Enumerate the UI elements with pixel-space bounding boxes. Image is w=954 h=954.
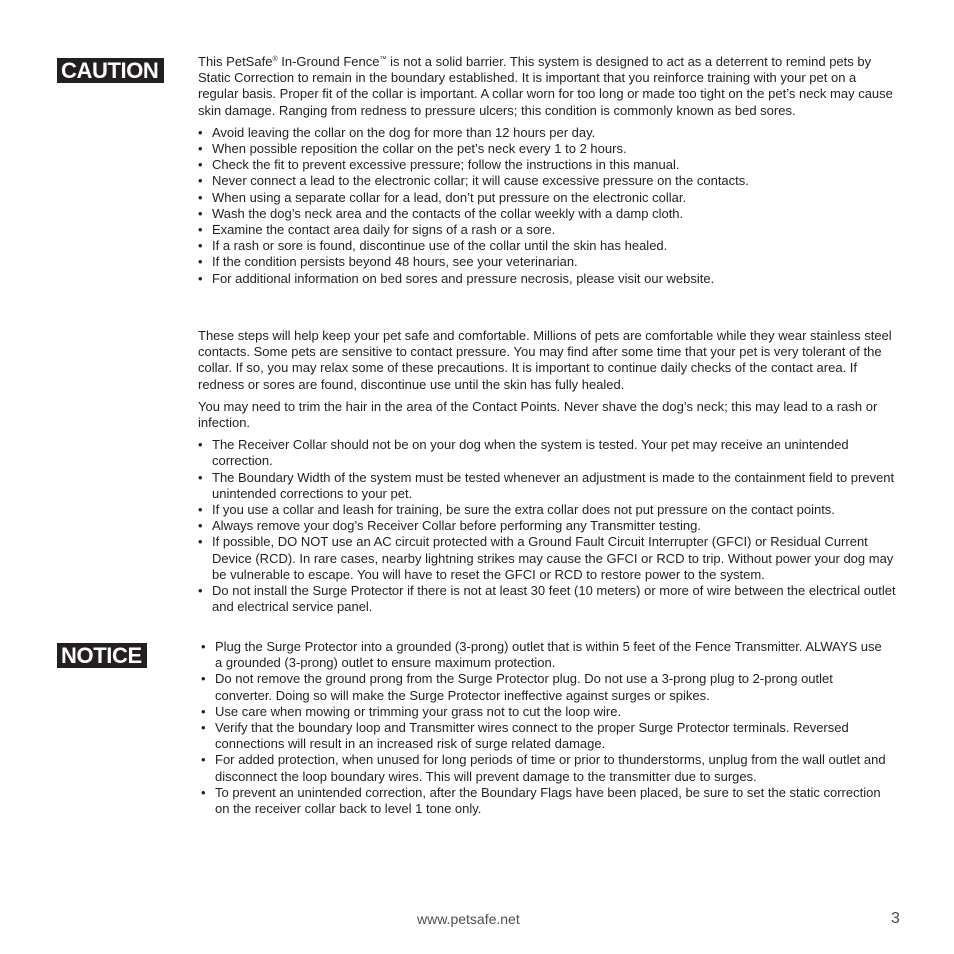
steps-paragraph: These steps will help keep your pet safe and comfortable. Millions of pets are comfortable while they wear stainless steel contacts. Some pets are sensitive to contact pressure. You may find after some time that your pet is very tolerant of the collar. If so, you may relax some of these precautions. It is important to continue daily checks of the contact area. If redness or sores are found, discontinue use until the skin has fully healed. bbox=[198, 328, 892, 392]
caution-label: CAUTION bbox=[57, 58, 164, 83]
list-item: • Use care when mowing or trimming your grass not to cut the loop wire. bbox=[201, 704, 891, 720]
intro-paragraph bbox=[198, 54, 898, 119]
trademark-mark: ™ bbox=[379, 56, 387, 63]
list-item: • The Receiver Collar should not be on your dog when the system is tested. Your pet may receive an unintended correction. bbox=[198, 437, 898, 469]
list-item: • When using a separate collar for a lead, don’t put pressure on the electronic collar. bbox=[198, 190, 898, 206]
trim-paragraph: You may need to trim the hair in the area of the Contact Points. Never shave the dog’s neck; this may lead to a rash or infection. bbox=[198, 398, 878, 431]
safety-section bbox=[198, 328, 898, 615]
list-item: • If you use a collar and leash for training, be sure the extra collar does not put pressure on the contact points. bbox=[198, 502, 898, 518]
notice-label: NOTICE bbox=[57, 643, 147, 668]
notice-bullet-list bbox=[201, 639, 891, 817]
intro-rest: is not a solid barrier. This system is designed to act as a deterrent to remind pets by Static Correction to remain in the boundary established. It is important that you reinforce training with your pet on a regular basis. Proper fit of the collar is important. A collar worn for too long or made too tight on the pet’s neck may cause skin damage. Ranging from redness to pressure ulcers; this condition is commonly known as bed sores. bbox=[198, 54, 893, 118]
list-item: • To prevent an unintended correction, after the Boundary Flags have been placed, be sure to set the static correction on the receiver collar back to level 1 tone only. bbox=[201, 785, 891, 817]
list-item: • Wash the dog’s neck area and the contacts of the collar weekly with a damp cloth. bbox=[198, 206, 898, 222]
intro-lead: This PetSafe bbox=[198, 54, 273, 69]
list-item: • For additional information on bed sores and pressure necrosis, please visit our website. bbox=[198, 271, 898, 287]
caution-section bbox=[198, 54, 898, 287]
list-item: • Plug the Surge Protector into a grounded (3-prong) outlet that is within 5 feet of the Fence Transmitter. ALWAYS use a grounded (3-prong) outlet to ensure maximum protection. bbox=[201, 639, 891, 671]
list-item: • Always remove your dog’s Receiver Collar before performing any Transmitter testing. bbox=[198, 518, 898, 534]
list-item: • Do not install the Surge Protector if there is not at least 30 feet (10 meters) or more of wire between the electrical outlet and electrical service panel. bbox=[198, 583, 898, 615]
list-item: • When possible reposition the collar on the pet’s neck every 1 to 2 hours. bbox=[198, 141, 898, 157]
list-item: • Examine the contact area daily for signs of a rash or a sore. bbox=[198, 222, 898, 238]
footer-website-link[interactable]: www.petsafe.net bbox=[417, 911, 520, 927]
list-item: • The Boundary Width of the system must be tested whenever an adjustment is made to the containment field to prevent unintended corrections to your pet. bbox=[198, 470, 898, 502]
page-number: 3 bbox=[891, 910, 900, 927]
notice-section bbox=[201, 639, 891, 817]
list-item: • Never connect a lead to the electronic collar; it will cause excessive pressure on the contacts. bbox=[198, 173, 898, 189]
list-item: • If a rash or sore is found, discontinue use of the collar until the skin has healed. bbox=[198, 238, 898, 254]
list-item: • Check the fit to prevent excessive pressure; follow the instructions in this manual. bbox=[198, 157, 898, 173]
list-item: • If the condition persists beyond 48 hours, see your veterinarian. bbox=[198, 254, 898, 270]
intro-product: In-Ground Fence bbox=[277, 54, 380, 69]
testing-bullet-list bbox=[198, 437, 898, 615]
caution-bullet-list bbox=[198, 125, 898, 287]
list-item: • Do not remove the ground prong from the Surge Protector plug. Do not use a 3-prong plug to 2-prong outlet converter. Doing so will make the Surge Protector ineffective against surges or spikes. bbox=[201, 671, 891, 703]
list-item: • For added protection, when unused for long periods of time or prior to thunderstorms, unplug from the wall outlet and disconnect the loop boundary wires. This will prevent damage to the transmitter due to surges. bbox=[201, 752, 891, 784]
list-item: • Avoid leaving the collar on the dog for more than 12 hours per day. bbox=[198, 125, 898, 141]
registered-mark: ® bbox=[272, 56, 278, 63]
list-item: • If possible, DO NOT use an AC circuit protected with a Ground Fault Circuit Interrupter (GFCI) or Residual Current Device (RCD). In rare cases, nearby lightning strikes may cause the GFCI or RCD to trip. Without power your dog may be vulnerable to escape. You will have to reset the GFCI or RCD to restore power to the system. bbox=[198, 534, 898, 583]
list-item: • Verify that the boundary loop and Transmitter wires connect to the proper Surge Protector terminals. Reversed connections will result in an increased risk of surge related damage. bbox=[201, 720, 891, 752]
